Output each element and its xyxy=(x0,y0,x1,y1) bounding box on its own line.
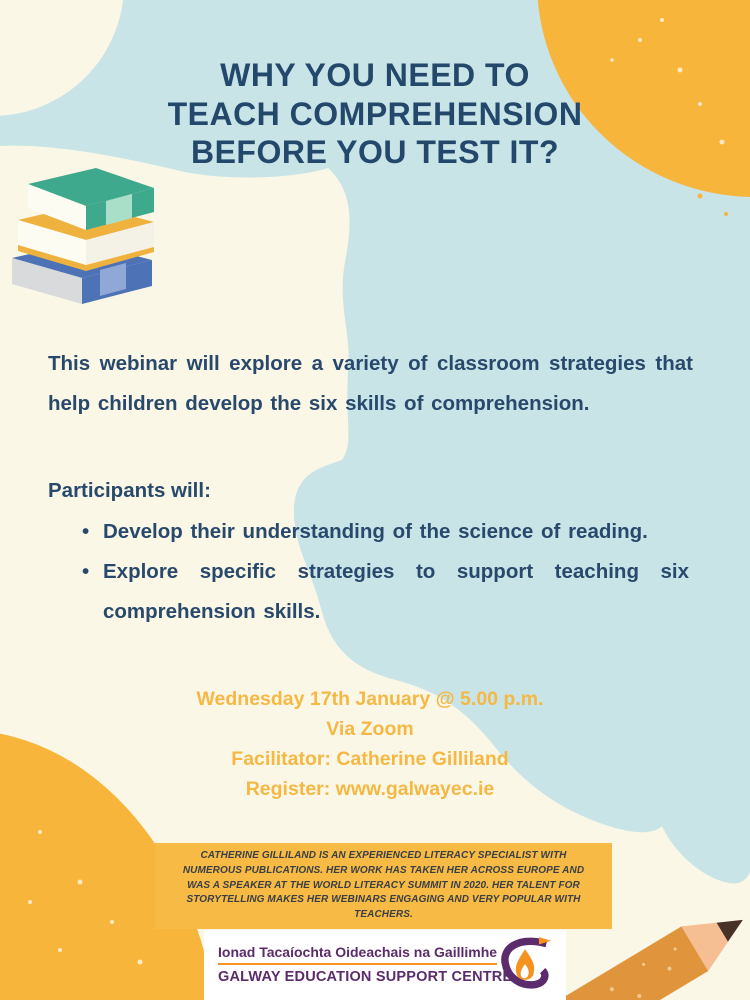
participants-bullet-list xyxy=(82,512,689,632)
bullet-item: • Explore specific strategies to support teaching six comprehension skills. xyxy=(82,552,689,632)
pencil-body xyxy=(546,926,708,1000)
organisation-name-english: GALWAY EDUCATION SUPPORT CENTRE xyxy=(218,969,513,985)
event-platform: Via Zoom xyxy=(326,718,414,740)
organisation-name-irish: Ionad Tacaíochta Oideachais na Gaillimhe xyxy=(218,944,497,965)
event-facilitator: Facilitator: Catherine Gilliland xyxy=(231,748,509,770)
event-register-url: Register: www.galwayec.ie xyxy=(245,778,495,800)
title-line-3: BEFORE YOU TEST IT? xyxy=(190,134,560,170)
title-line-1: WHY YOU NEED TO xyxy=(220,57,530,93)
bullet-item: • Develop their understanding of the science of reading. xyxy=(82,512,689,552)
poster-title xyxy=(0,56,750,172)
participants-heading: Participants will: xyxy=(48,479,211,502)
books-stack-illustration xyxy=(4,162,164,307)
organisation-logo-text xyxy=(218,944,513,986)
event-details xyxy=(40,684,700,804)
facilitator-bio-box xyxy=(155,843,612,929)
title-line-2: TEACH COMPREHENSION xyxy=(167,95,583,132)
intro-paragraph: This webinar will explore a variety of classroom strategies that help children develop the six skills of comprehension. xyxy=(48,352,693,415)
organisation-logo xyxy=(204,930,566,1000)
facilitator-bio-text: CATHERINE GILLILAND IS AN EXPERIENCED LITERACY SPECIALIST WITH NUMEROUS PUBLICATIONS. HER WORK HAS TAKEN HER ACROSS EUROPE AND WAS A SPEAKER AT THE WORLD LITERACY SUMMIT IN 2020. HER TALENT FOR STORYTELLING MAKES HER WEBINARS ENGAGING AND VERY POPULAR WITH TEACHERS. xyxy=(182,850,585,921)
event-date-time: Wednesday 17th January @ 5.00 p.m. xyxy=(196,688,544,710)
gesc-flame-logo-mark xyxy=(498,935,552,995)
